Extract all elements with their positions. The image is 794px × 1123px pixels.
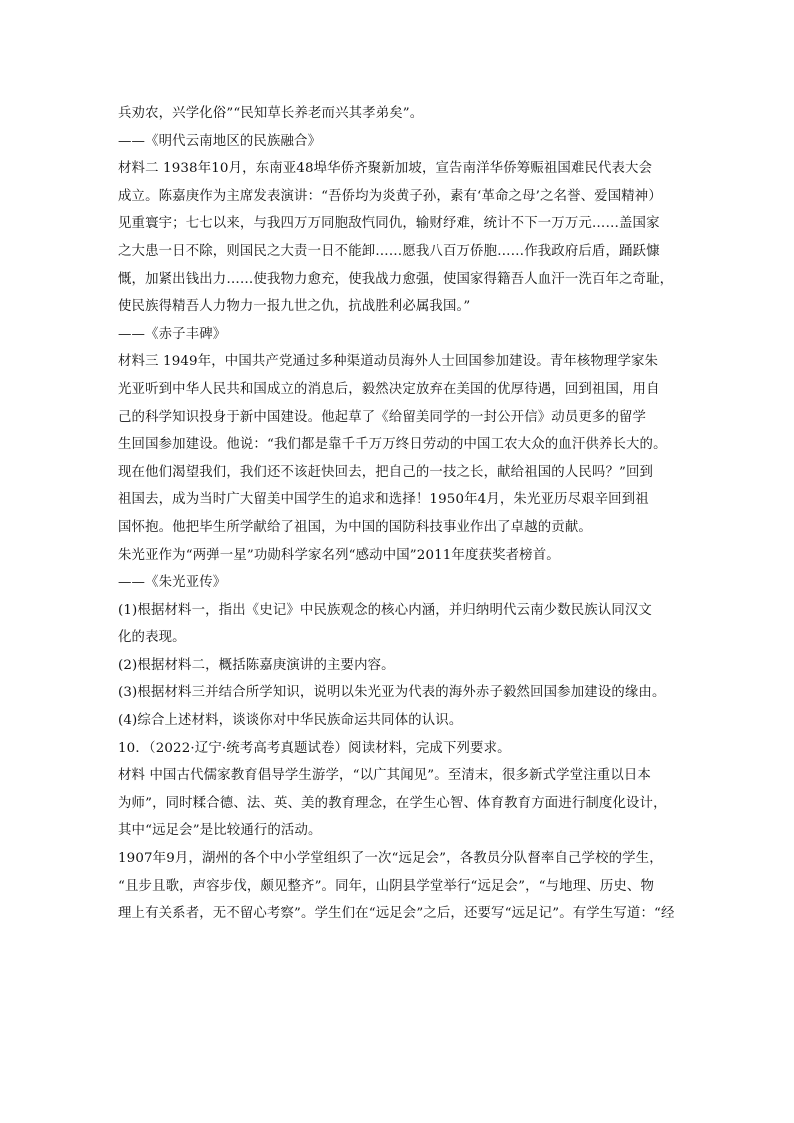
question-item: (2)根据材料二，概括陈嘉庚演讲的主要内容。: [118, 657, 395, 673]
text-line: 材料 中国古代儒家教育倡导学生游学，“以广其闻见”。至清末，很多新式学堂注重以日本: [118, 768, 651, 784]
document-page: [118, 100, 684, 928]
source-citation: ——《朱光亚传》: [118, 575, 227, 591]
text-line: 材料三 1949年，中国共产党通过多种渠道动员海外人士回国参加建设。青年核物理学家朱: [118, 354, 659, 370]
source-citation: ——《明代云南地区的民族融合》: [118, 133, 322, 149]
text-line: 其中“远足会”是比较通行的活动。: [118, 823, 322, 839]
text-line: 国怀抱。他把毕生所学献给了祖国，为中国的国防科技事业作出了卓越的贡献。: [118, 519, 592, 535]
text-line: 生回国参加建设。他说：“我们都是靠千千万万终日劳动的中国工农大众的血汗供养长大的。: [118, 437, 667, 453]
question-heading: 10．（2022·辽宁·统考高考真题试卷）阅读材料，完成下列要求。: [118, 740, 511, 756]
text-line: 祖国去，成为当时广大留美中国学生的追求和选择！1950年4月，朱光亚历尽艰辛回到祖: [118, 492, 649, 508]
question-item: (4)综合上述材料，谈谈你对中华民族命运共同体的认识。: [118, 713, 463, 729]
source-citation: ——《赤子丰碑》: [118, 326, 227, 342]
text-line: 之大患一日不除，则国民之大责一日不能卸……愿我八百万侨胞……作我政府后盾，踊跃慷: [118, 243, 660, 259]
text-line: 慨，加紧出钱出力……使我物力愈充，使我战力愈强，使国家得籍吾人血汗一洗百年之奇耻，: [118, 271, 674, 287]
text-line: 己的科学知识投身于新中国建设。他起草了《给留美同学的一封公开信》动员更多的留学: [118, 409, 647, 425]
text-line: 见重寰宇；七七以来，与我四万万同胞敌忾同仇，输财纾难，统计不下一万万元……盖国家: [118, 216, 660, 232]
text-line: 使民族得精吾人力物力一报九世之仇，抗战胜利必属我国。”: [118, 299, 471, 315]
text-line: 光亚听到中华人民共和国成立的消息后，毅然决定放弃在美国的优厚待遇，回到祖国，用自: [118, 381, 660, 397]
text-line: 兵劝农，兴学化俗”“民知草长养老而兴其孝弟矣”。: [118, 106, 424, 121]
text-line: 现在他们渴望我们，我们还不该赶快回去，把自己的一技之长，献给祖国的人民吗？”回到: [118, 464, 654, 480]
question-item: (1)根据材料一，指出《史记》中民族观念的核心内涵，并归纳明代云南少数民族认同汉文: [118, 602, 652, 618]
question-item: (3)根据材料三并结合所学知识，说明以朱光亚为代表的海外赤子毅然回国参加建设的缘由。: [118, 685, 666, 701]
text-line: 材料二 1938年10月，东南亚48埠华侨齐聚新加坡，宣告南洋华侨筹赈祖国难民代表大会: [118, 161, 653, 177]
text-line: 理上有关系者，无不留心考察”。学生们在“远足会”之后，还要写“远足记”。有学生写道：“经: [118, 906, 675, 922]
text-line: “且步且歌，声容步伐，颇见整齐”。同年，山阴县学堂举行“远足会”，“与地理、历史、物: [118, 878, 654, 894]
text-line: 朱光亚作为“两弹一星”功勋科学家名列“感动中国”2011年度获奖者榜首。: [118, 547, 560, 563]
question-item: 化的表现。: [118, 630, 186, 646]
text-line: 1907年9月，湖州的各个中小学堂组织了一次“远足会”，各教员分队督率自己学校的学生，: [118, 851, 663, 867]
text-line: 成立。陈嘉庚作为主席发表演讲：“吾侨均为炎黄子孙，素有‘革命之母’之名誉、爱国精神）: [118, 188, 662, 204]
text-line: 为师”，同时糅合德、法、英、美的教育理念，在学生心智、体育教育方面进行制度化设计，: [118, 795, 667, 811]
